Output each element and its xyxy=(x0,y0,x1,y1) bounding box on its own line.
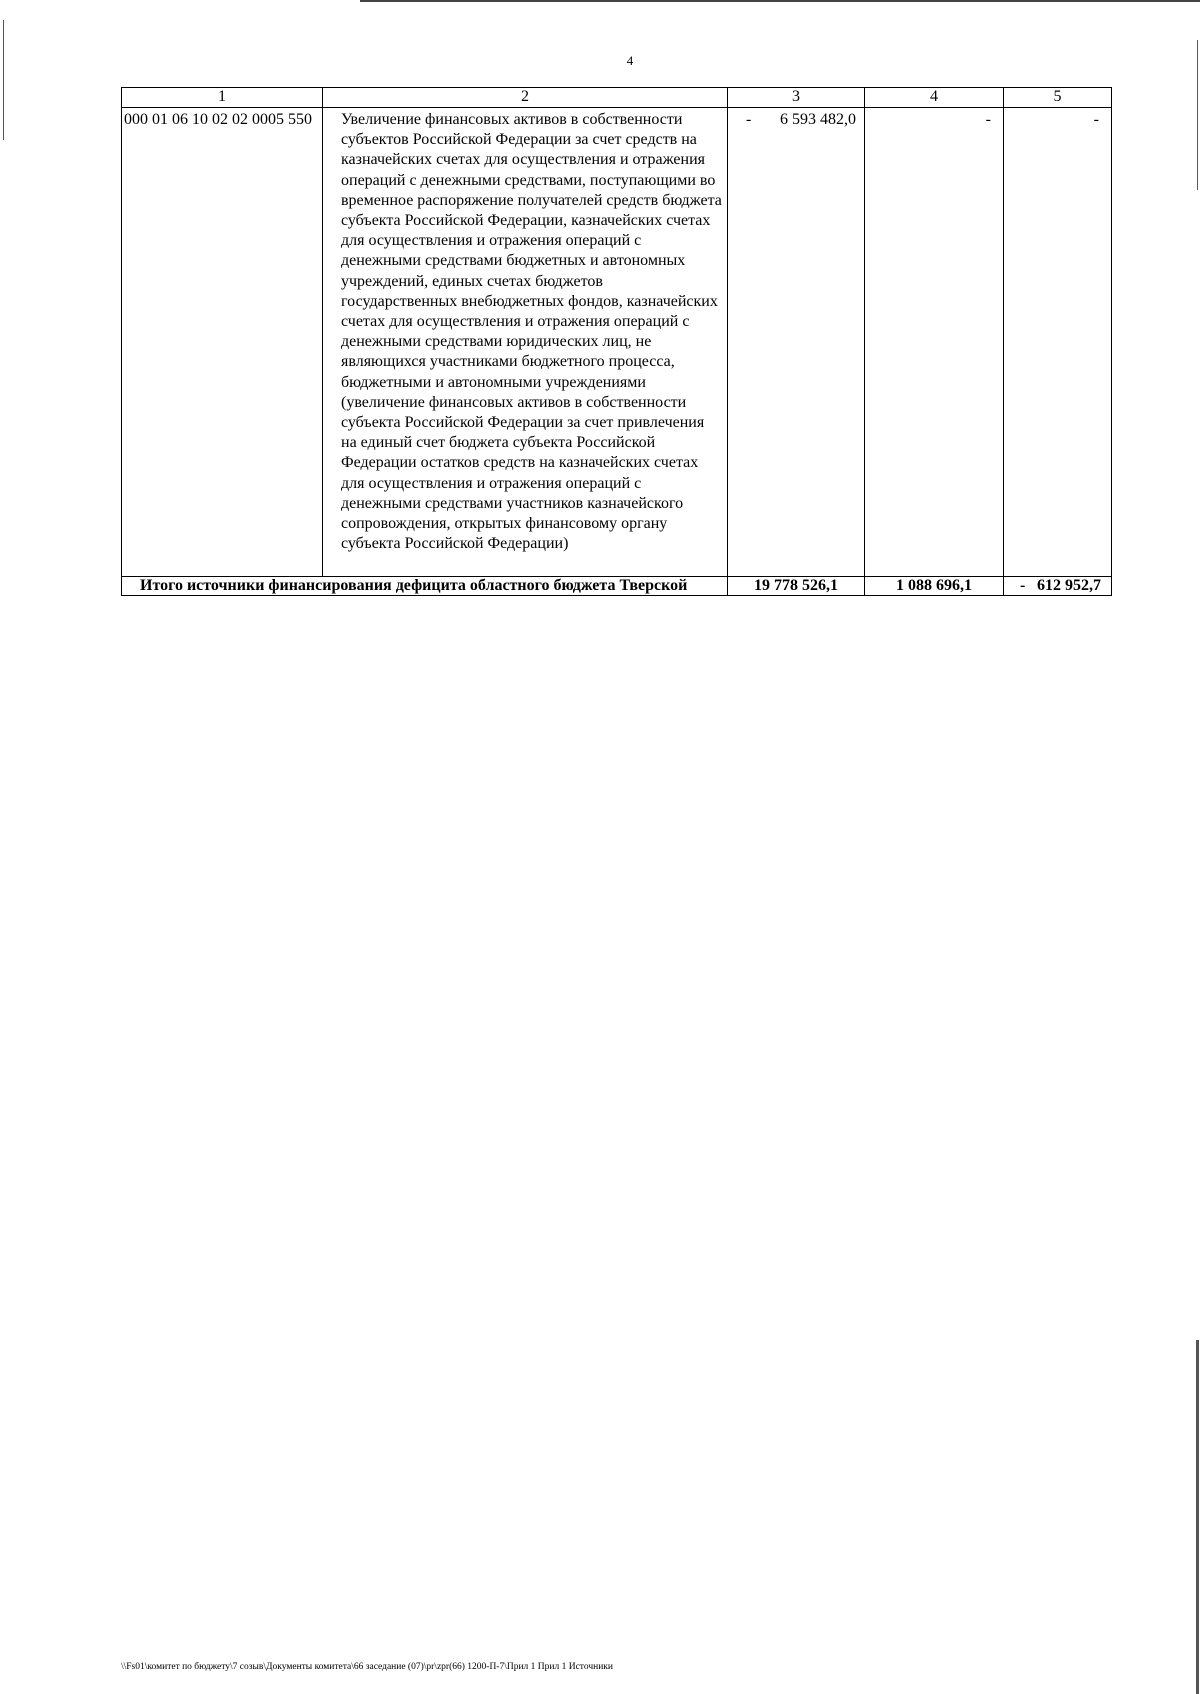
column-header: 1 xyxy=(122,88,323,108)
financing-sources-table xyxy=(121,87,1112,596)
scan-right-edge-mark xyxy=(1197,40,1198,190)
total-value: 612 952,7 xyxy=(1037,577,1101,594)
scan-left-edge-mark xyxy=(3,20,4,140)
column-header: 4 xyxy=(865,88,1004,108)
total-column-5 xyxy=(1004,577,1112,596)
column-header: 2 xyxy=(323,88,728,108)
negative-sign: - xyxy=(746,111,752,128)
scan-right-edge-mark xyxy=(1196,1340,1199,1694)
amount-column-5: - xyxy=(1004,108,1112,577)
file-path-footer: \\Fs01\комитет по бюджету\7 созыв\Документы комитета\66 заседание (07)\pr\zpr(66) 1200-П-7\Прил 1 Прил 1 Источники xyxy=(121,1662,613,1672)
total-row xyxy=(122,577,1112,596)
table-row xyxy=(122,108,1112,577)
scan-top-edge-line xyxy=(360,0,1200,2)
source-description: Увеличение финансовых активов в собственности субъектов Российской Федерации за счет средств на казначейских счетах для осуществления и отражения операций с денежными средствами, поступающими во временное распоряжение получателей средств бюджета субъекта Российской Федерации, казначейских счетах для осуществления и отражения операций с денежными средствами бюджетных и автономных учреждений, единых счетах бюджетов государственных внебюджетных фондов, казначейских счетах для осуществления и отражения операций с денежными средствами юридических лиц, не являющихся участниками бюджетного процесса, бюджетными и автономными учреждениями (увеличение финансовых активов в собственности субъекта Российской Федерации за счет привлечения на единый счет бюджета субъекта Российской Федерации остатков средств на казначейских счетах для осуществления и отражения операций с денежными средствами участников казначейского сопровождения, открытых финансовому органу субъекта Российской Федерации) xyxy=(323,108,728,577)
total-label: Итого источники финансирования дефицита областного бюджета Тверской xyxy=(122,577,728,596)
page-number: 4 xyxy=(626,53,634,68)
amount-value: 6 593 482,0 xyxy=(780,111,856,128)
amount-column-3 xyxy=(728,108,865,577)
total-column-4: 1 088 696,1 xyxy=(865,577,1004,596)
negative-sign: - xyxy=(1020,577,1026,594)
column-header: 5 xyxy=(1004,88,1112,108)
column-header: 3 xyxy=(728,88,865,108)
total-column-3: 19 778 526,1 xyxy=(728,577,865,596)
budget-classification-code: 000 01 06 10 02 02 0005 550 xyxy=(122,108,323,577)
amount-column-4: - xyxy=(865,108,1004,577)
column-number-header-row xyxy=(122,88,1112,108)
